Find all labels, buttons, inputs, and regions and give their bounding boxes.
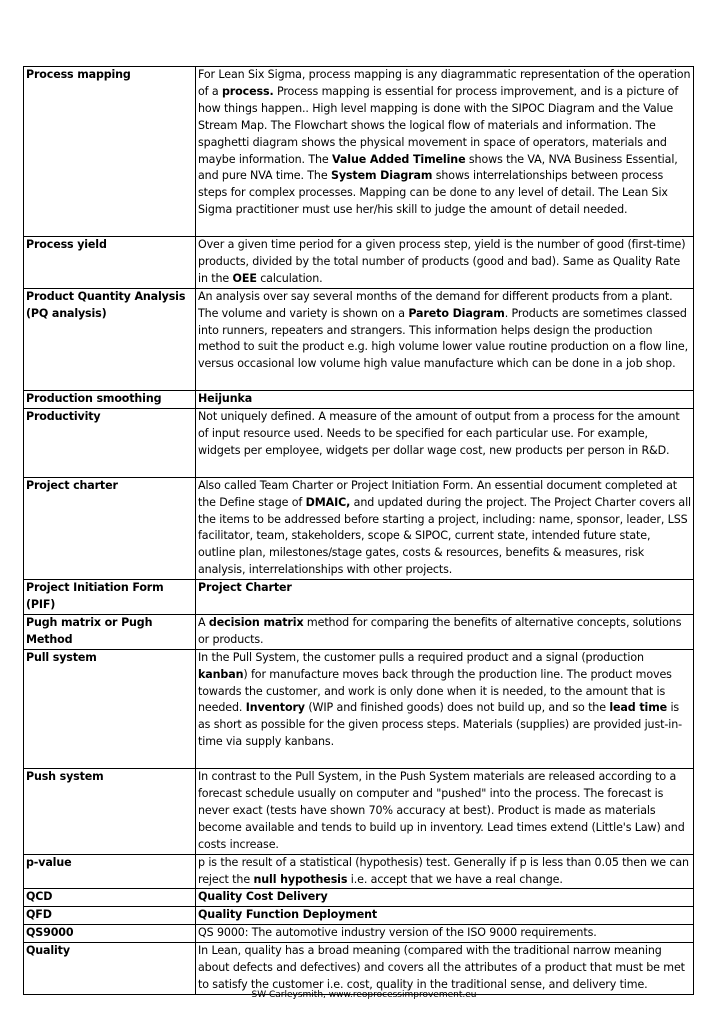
glossary-term: Process mapping [24,67,196,237]
bold-term-reference: Inventory [245,701,305,715]
glossary-definition [196,477,694,579]
glossary-row [24,614,694,649]
definition-text: shows interrelationships between process steps for complex processes. Mapping can be done to any level of detail. The Lean Six Sigma practitioner must use her/his skill to judge the amount of detail needed. [198,169,668,217]
glossary-definition [196,889,694,907]
definition-text: ) for manufacture moves back through the production line. The product moves towards the customer, and work is only done when it is needed, to the amount that is needed. [198,667,672,715]
blank-line [198,751,691,768]
bold-term-reference: Pareto Diagram [408,306,505,320]
definition-text: For Lean Six Sigma, process mapping is any diagrammatic representation of the operation of a [198,68,691,98]
glossary-row [24,943,694,995]
bold-term-reference: lead time [609,701,668,715]
glossary-definition [196,614,694,649]
definition-text: is as short as possible for the given process steps. Materials (supplies) are provided just-in-time via supply kanbans. [198,701,683,749]
glossary-term: p-value [24,854,196,889]
definition-text: Over a given time period for a given process step, yield is the number of good (first-time) products, divided by the total number of products (good and bad). Same as Quality Rate in the [198,238,686,285]
glossary-term: Production smoothing [24,391,196,409]
definition-text: A [198,615,209,629]
glossary-definition [196,391,694,409]
definition-text: In contrast to the Pull System, in the Push System materials are released according to a forecast schedule usually on computer and "pushed" into the process. The forecast is never exact (tests have shown 70% accuracy at best). Product is made as materials become available and tends to build up in inventory. Lead times extend (Little's Law) and costs increase. [198,770,685,851]
glossary-term: Pull system [24,649,196,768]
glossary-definition [196,288,694,390]
bold-term-reference: process. [221,84,274,98]
definition-text: In Lean, quality has a broad meaning (compared with the traditional narrow meaning about defects and defectives) and covers all the attributes of a product that must be met to satisfy the customer i.e. cost, quality in the traditional sense, and delivery time. [198,944,685,991]
glossary-row [24,288,694,390]
glossary-definition [196,237,694,289]
bold-term-reference: null hypothesis [253,872,348,886]
definition-text: An analysis over say several months of the demand for different products from a plant. The volume and variety is shown on a [198,289,673,320]
glossary-term: Project charter [24,477,196,579]
glossary-definition [196,580,694,615]
definition-text: p is the result of a statistical (hypothesis) test. Generally if p is less than 0.05 then we can reject the [198,855,689,886]
definition-text: QS 9000: The automotive industry version of the ISO 9000 requirements. [198,926,597,940]
glossary-term: QS9000 [24,925,196,943]
definition-text: method for comparing the benefits of alternative concepts, solutions or products. [198,615,682,646]
bold-term-reference: System Diagram [330,169,433,183]
glossary-term: Project Initiation Form (PIF) [24,580,196,615]
definition-text: i.e. accept that we have a real change. [347,872,563,886]
glossary-row [24,889,694,907]
glossary-definition [196,943,694,995]
bold-term-reference: kanban [198,667,244,681]
bold-term-reference: Quality Cost Delivery [198,890,328,904]
definition-text: Also called Team Charter or Project Initiation Form. An essential document completed at the Define stage of [198,478,678,509]
glossary-row [24,769,694,855]
glossary-row [24,854,694,889]
glossary-row [24,67,694,237]
definition-text: In the Pull System, the customer pulls a required product and a signal (production [198,650,644,664]
blank-line [198,460,691,477]
definition-text: Not uniquely defined. A measure of the amount of output from a process for the amount of input resource used. Needs to be specified for each particular use. For example, widgets per employee, widgets per dollar wage cost, new products per person in R&D. [198,410,680,457]
bold-term-reference: Project Charter [198,581,292,595]
glossary-row [24,409,694,478]
glossary-row [24,907,694,925]
definition-text: Process mapping is essential for process improvement, and is a picture of how things happen.. High level mapping is done with the SIPOC Diagram and the Value Stream Map. The Flowchart shows the logical flow of materials and information. The spaghetti diagram shows the physical movement in space of operators, materials and maybe information. The [198,84,679,166]
glossary-body [24,67,694,995]
definition-text: and updated during the project. The Project Charter covers all the items to be addressed before starting a project, including: name, sponsor, leader, LSS facilitator, team, stakeholders, scope & SIPOC, current state, intended future state, outline plan, milestones/stage gates, costs & resources, benefits & measures, risk analysis, interrelationships with other projects. [198,495,692,577]
blank-line [198,373,691,390]
glossary-row [24,580,694,615]
bold-term-reference: Value Added Timeline [332,152,466,166]
definition-text: calculation. [256,271,323,285]
glossary-term: QCD [24,889,196,907]
glossary-definition [196,925,694,943]
glossary-definition [196,67,694,237]
glossary-term: QFD [24,907,196,925]
glossary-term: Push system [24,769,196,855]
definition-text: shows the VA, NVA Business Essential, and pure NVA time. The [198,152,678,183]
page-footer: SW Carleysmith, www.reoprocessimprovement.eu [251,990,477,1000]
glossary-definition [196,854,694,889]
bold-term-reference: Quality Function Deployment [198,908,378,922]
bold-term-reference: Heijunka [198,392,253,406]
definition-text: (WIP and finished goods) does not build up, and so the [304,701,610,715]
glossary-row [24,237,694,289]
glossary-term: Pugh matrix or Pugh Method [24,614,196,649]
bold-term-reference: OEE [232,271,257,285]
glossary-term: Process yield [24,237,196,289]
glossary-table [23,66,694,995]
definition-text: . Products are sometimes classed into runners, repeaters and strangers. This information helps design the production method to suit the product e.g. high volume lower value routine production on a flow line, versus occasional low volume high value manufacture which can be done in a job shop. [198,306,689,371]
glossary-row [24,925,694,943]
bold-term-reference: decision matrix [208,615,304,629]
glossary-definition [196,907,694,925]
glossary-definition [196,649,694,768]
glossary-row [24,477,694,579]
glossary-term: Product Quantity Analysis (PQ analysis) [24,288,196,390]
blank-line [198,219,691,236]
glossary-term: Productivity [24,409,196,478]
glossary-term: Quality [24,943,196,995]
bold-term-reference: DMAIC, [305,495,351,509]
glossary-definition [196,409,694,478]
glossary-definition [196,769,694,855]
glossary-row [24,391,694,409]
glossary-row [24,649,694,768]
